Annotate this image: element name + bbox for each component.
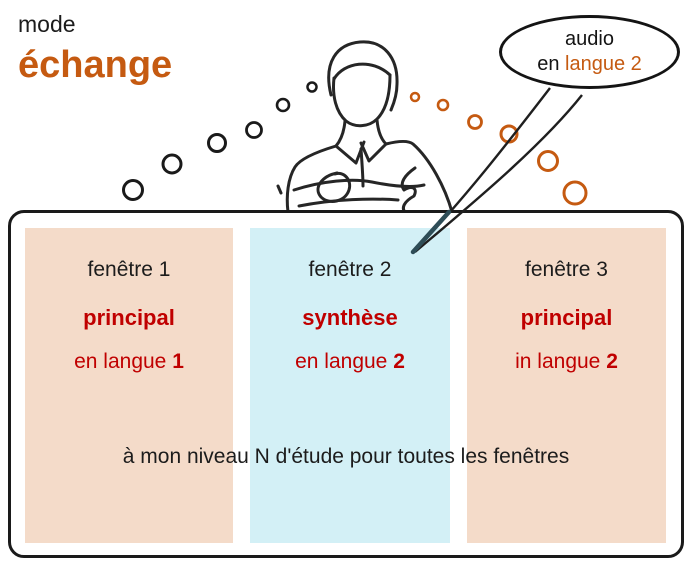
orange-bubble-trail-icon <box>411 93 586 204</box>
language-prefix: en langue <box>74 350 173 374</box>
content-type-label: synthèse <box>302 305 398 331</box>
language-number: 1 <box>172 350 184 374</box>
mode-name: échange <box>18 43 173 86</box>
speech-line2-highlight: langue 2 <box>565 53 642 75</box>
window-label: fenêtre 2 <box>308 258 392 281</box>
black-bubble-trail-icon <box>124 83 317 200</box>
panel-fenetre-3 <box>467 228 666 543</box>
windows-container <box>8 210 684 558</box>
language-label <box>250 350 450 374</box>
panel-fenetre-2 <box>250 228 450 543</box>
language-label <box>467 350 666 374</box>
content-type-label: principal <box>520 305 613 331</box>
study-level-caption: à mon niveau N d'étude pour toutes les fenêtres <box>122 445 570 468</box>
speech-bubble <box>499 15 680 89</box>
language-prefix: in langue <box>515 350 607 374</box>
window-label: fenêtre 3 <box>525 258 608 281</box>
language-label <box>25 350 233 374</box>
language-prefix: en langue <box>295 350 394 374</box>
language-number: 2 <box>606 350 618 374</box>
person-crossed-arms-sketch-icon <box>278 42 452 213</box>
title-block <box>18 11 172 86</box>
mode-label: mode <box>18 11 76 37</box>
panel-fenetre-1 <box>25 228 233 543</box>
window-label: fenêtre 1 <box>87 258 171 281</box>
content-type-label: principal <box>83 305 175 331</box>
speech-bubble-line1: audio <box>565 28 614 50</box>
speech-line2-prefix: en <box>537 53 566 75</box>
speech-bubble-line2 <box>537 52 642 77</box>
language-number: 2 <box>393 350 405 374</box>
